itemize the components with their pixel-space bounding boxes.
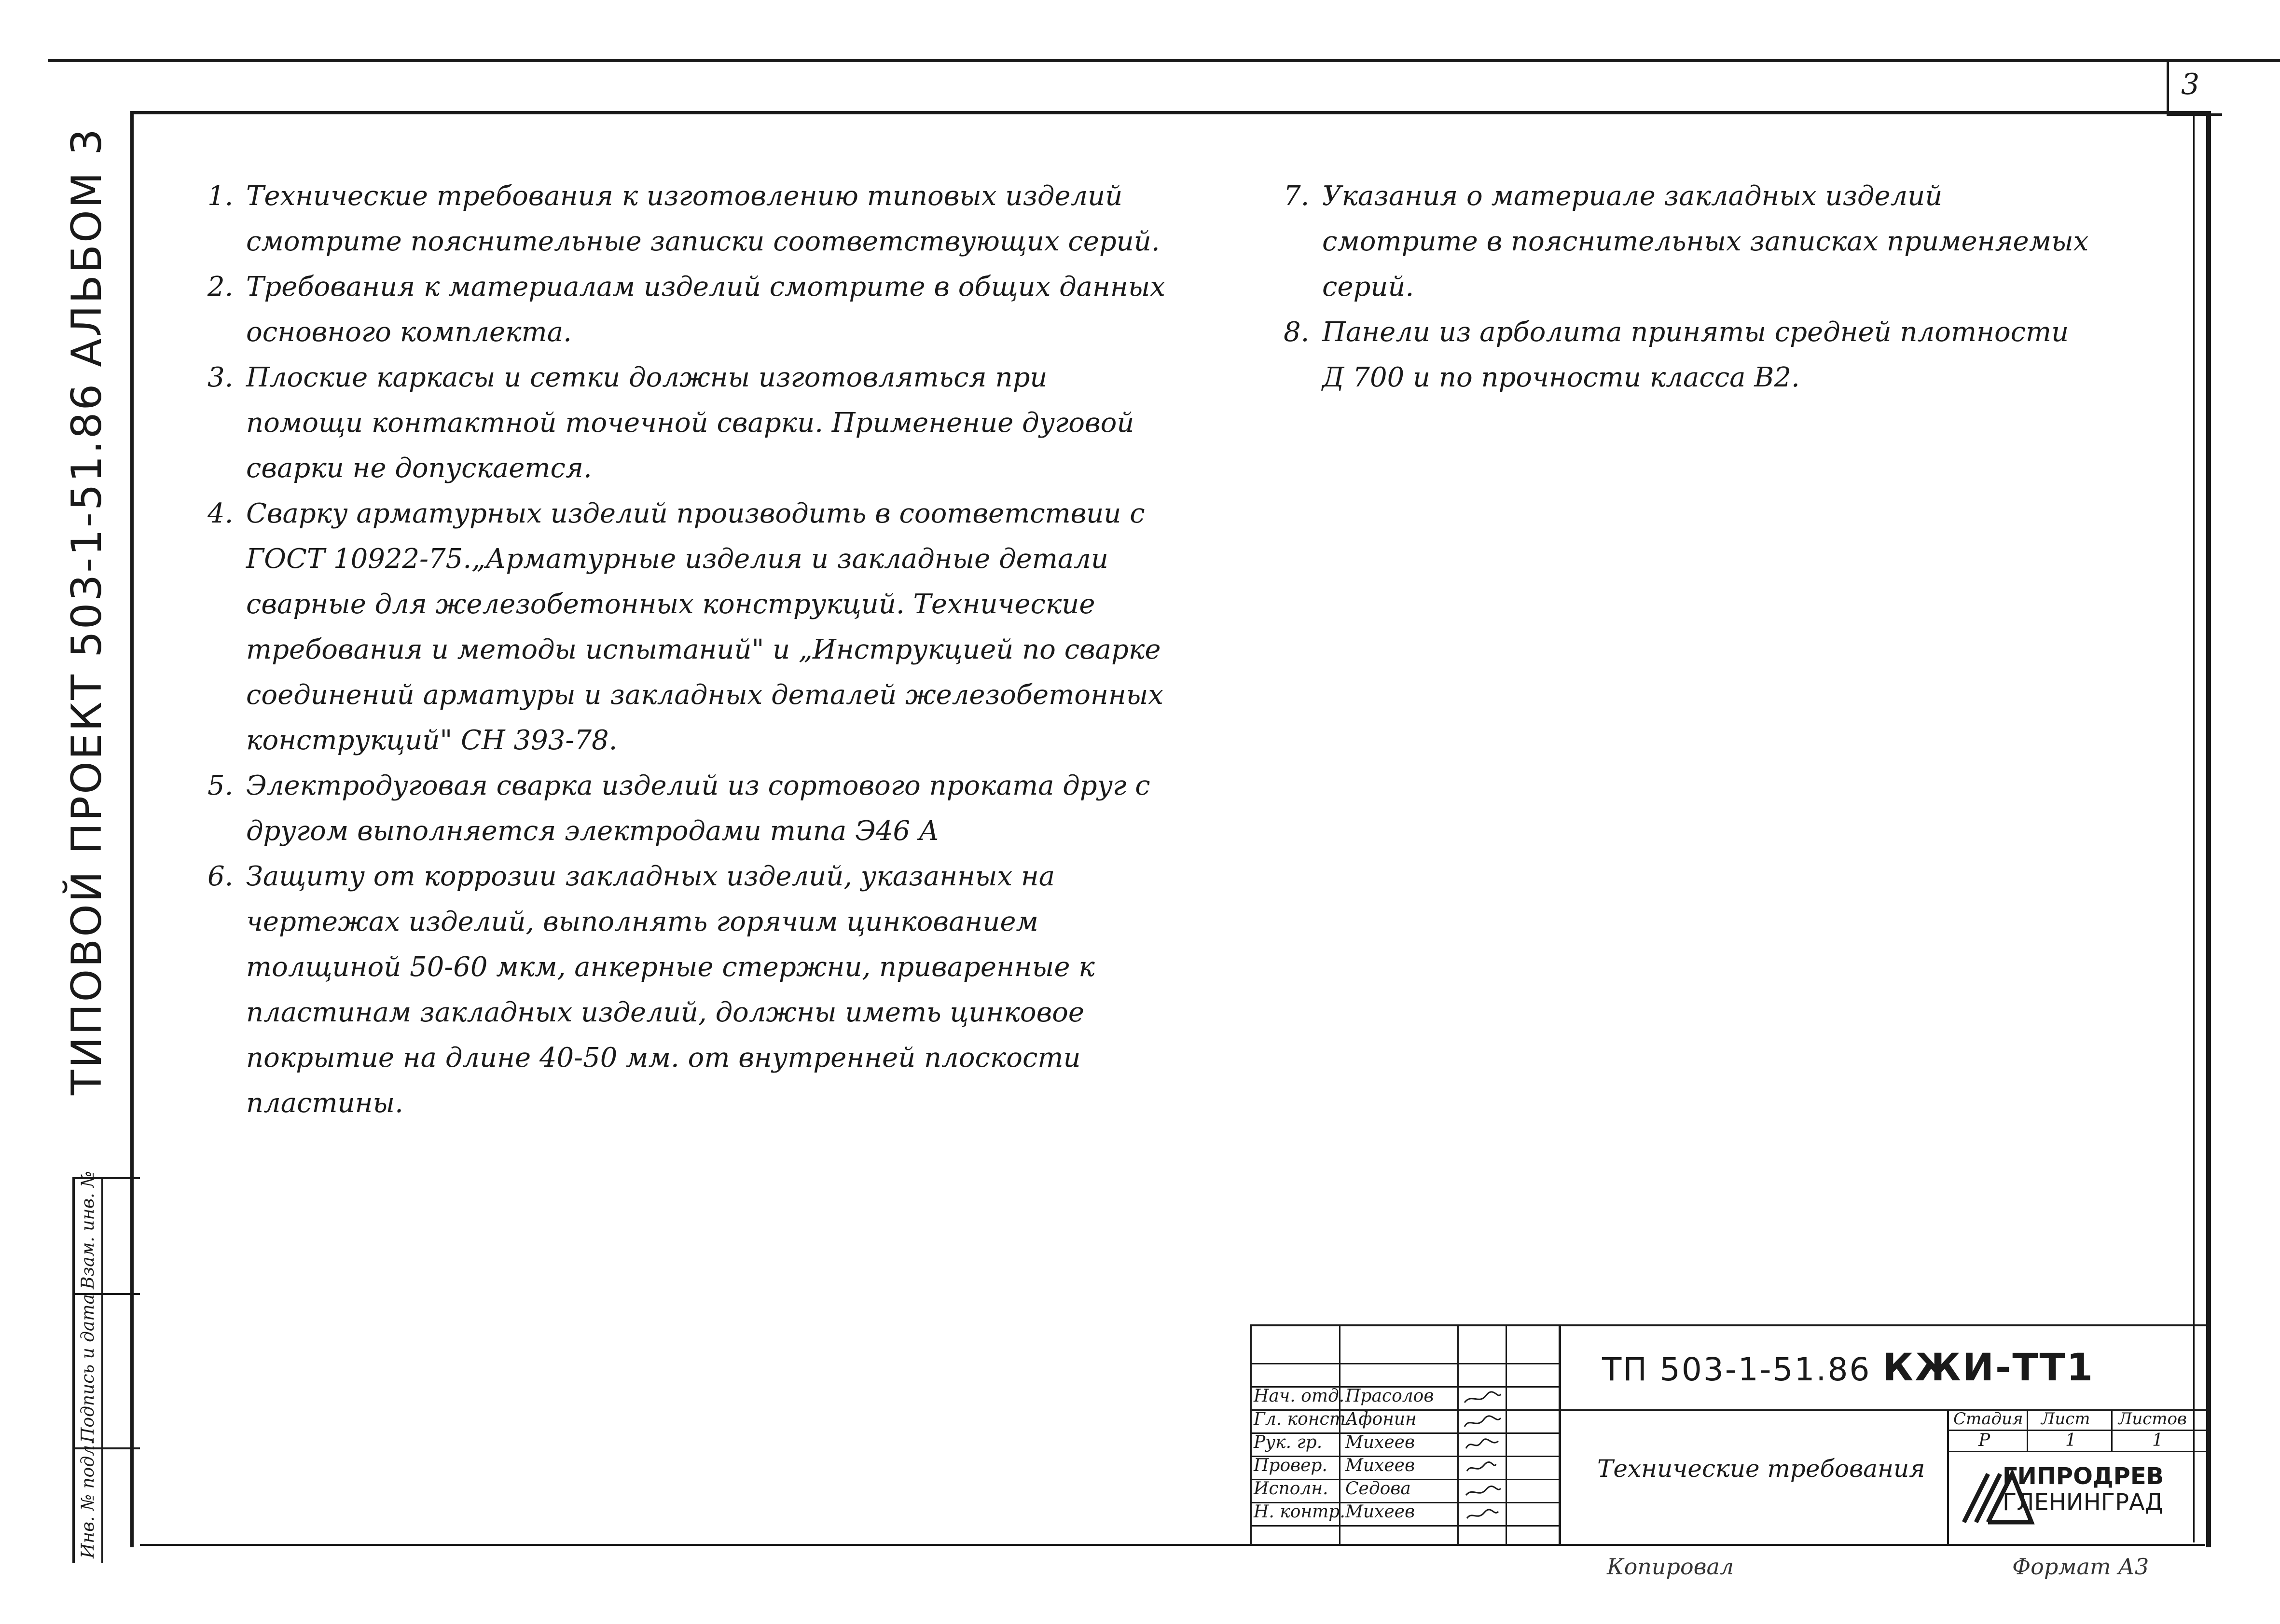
sheet-title: Технические требования bbox=[1597, 1455, 1925, 1483]
sig-role: Гл. конст. bbox=[1254, 1409, 1352, 1429]
footer-format: Формат А3 bbox=[2012, 1554, 2149, 1580]
top-rule bbox=[48, 59, 2280, 62]
left-margin-strip bbox=[72, 1170, 140, 1563]
footer-copied: Копировал bbox=[1607, 1554, 1734, 1580]
sig-role: Рук. гр. bbox=[1254, 1432, 1323, 1452]
note-item: 3. Плоские каркасы и сетки должны изготовляться при помощи контактной точечной сварки. Применение дуговой сварки не допускается. bbox=[207, 362, 1134, 484]
organization-name: ГИПРОДРЕВ ГЛЕНИНГРАД bbox=[2003, 1463, 2164, 1516]
sheet-number: 3 bbox=[2181, 68, 2200, 101]
sheets-value: 1 bbox=[2152, 1431, 2163, 1450]
side-title: ТИПОВОЙ ПРОЕКТ 503-1-51.86 АЛЬБОМ 3 bbox=[63, 127, 111, 1095]
strip-inv-label: Инв. № подл. bbox=[78, 1439, 98, 1558]
stage-value: Р bbox=[1978, 1431, 1990, 1450]
sig-name: Михеев bbox=[1345, 1502, 1415, 1522]
notes-right-column bbox=[1284, 174, 2094, 400]
note-item: 5. Электродуговая сварка изделий из сортового проката друг с другом выполняется электродами типа Э46 А bbox=[207, 770, 1150, 847]
sig-name: Михеев bbox=[1345, 1456, 1415, 1475]
bottom-rule bbox=[140, 1544, 2205, 1546]
sheet-label: Лист bbox=[2041, 1409, 2090, 1429]
project-code: ТП 503-1-51.86 КЖИ-ТТ1 bbox=[1602, 1346, 2095, 1390]
strip-signature-label: Подпись и дата bbox=[78, 1294, 98, 1443]
handwritten-signatures bbox=[1462, 1388, 1503, 1523]
stage-label: Стадия bbox=[1953, 1409, 2023, 1429]
note-item: 7. Указания о материале закладных изделий смотрите в пояснительных записках применяемых серий. bbox=[1284, 180, 2089, 303]
sheets-label: Листов bbox=[2118, 1409, 2187, 1429]
sheet-value: 1 bbox=[2065, 1431, 2076, 1450]
sig-role: Нач. отд. bbox=[1254, 1386, 1345, 1406]
sig-name: Афонин bbox=[1345, 1409, 1417, 1429]
sig-role: Провер. bbox=[1254, 1456, 1327, 1475]
sig-name: Прасолов bbox=[1345, 1386, 1434, 1406]
sig-name: Седова bbox=[1345, 1479, 1411, 1499]
note-item: 4. Сварку арматурных изделий производить в соответствии с ГОСТ 10922-75.„Арматурные изделия и закладные детали сварные для железобетонных конструкций. Технические требования и методы испытаний" и „Инструкцией по сварке соединений арматуры и закладных деталей железобетонных конструкций" СН 393-78. bbox=[207, 498, 1163, 756]
sig-role: Н. контр. bbox=[1254, 1502, 1345, 1522]
note-item: 2. Требования к материалам изделий смотрите в общих данных основного комплекта. bbox=[207, 271, 1165, 348]
note-item: 8. Панели из арболита приняты средней плотности Д 700 и по прочности класса В2. bbox=[1284, 317, 2069, 393]
notes-left-column bbox=[207, 174, 1173, 1126]
title-block bbox=[1250, 1324, 2208, 1544]
note-item: 6. Защиту от коррозии закладных изделий, указанных на чертежах изделий, выполнять горячим цинкованием толщиной 50-60 мкм, анкерные стержни, приваренные к пластинам закладных изделий, должны иметь цинковое покрытие на длине 40-50 мм. от внутренней плоскости пластины. bbox=[207, 861, 1095, 1119]
sig-role: Исполн. bbox=[1254, 1479, 1328, 1499]
note-item: 1. Технические требования к изготовлению типовых изделий смотрите пояснительные записки соответствующих серий. bbox=[207, 180, 1160, 257]
sig-name: Михеев bbox=[1345, 1432, 1415, 1452]
strip-replace-label: Взам. инв. № bbox=[78, 1170, 98, 1289]
